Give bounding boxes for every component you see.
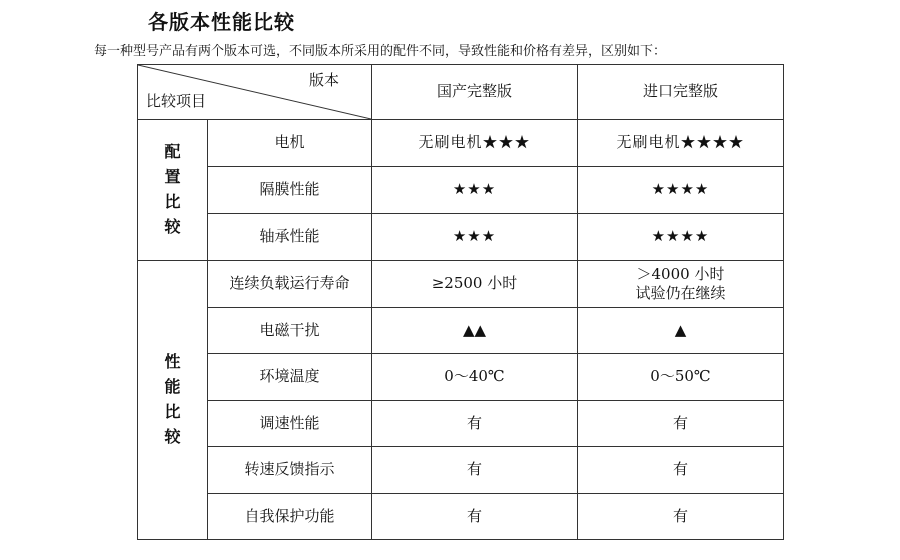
row-item-label: 轴承性能	[208, 214, 372, 261]
imported-value: ★★★★	[578, 214, 784, 261]
table-row	[138, 261, 784, 308]
comparison-table	[137, 64, 784, 540]
table-row	[138, 494, 784, 540]
table-header-row	[138, 65, 784, 120]
row-item-label: 隔膜性能	[208, 167, 372, 214]
imported-value: 有	[578, 401, 784, 447]
imported-value: ▲	[578, 308, 784, 354]
table-row	[138, 214, 784, 261]
row-item-label: 环境温度	[208, 354, 372, 401]
domestic-value: ▲▲	[372, 308, 578, 354]
row-item-label: 电机	[208, 120, 372, 167]
table-row	[138, 120, 784, 167]
row-item-label: 电磁干扰	[208, 308, 372, 354]
domestic-value: ≥2500 小时	[372, 261, 578, 308]
page-title: 各版本性能比较	[148, 10, 295, 34]
group-label-config: 配 置 比 较	[138, 120, 208, 261]
table-row	[138, 167, 784, 214]
domestic-value: 有	[372, 494, 578, 540]
row-item-label: 调速性能	[208, 401, 372, 447]
row-item-label: 自我保护功能	[208, 494, 372, 540]
imported-value	[578, 261, 784, 308]
domestic-value: ★★★	[372, 167, 578, 214]
corner-label-version: 版本	[308, 71, 339, 89]
corner-label-items: 比较项目	[146, 91, 207, 110]
imported-value-line1: ＞4000 小时	[636, 264, 725, 283]
domestic-value: ★★★	[372, 214, 578, 261]
domestic-value: 有	[372, 401, 578, 447]
group-label-performance: 性 能 比 较	[138, 261, 208, 540]
domestic-value: 无刷电机★★★	[372, 120, 578, 167]
intro-text: 每一种型号产品有两个版本可选，不同版本所采用的配件不同，导致性能和价格有差异，区别如下：	[94, 44, 667, 59]
column-header-imported: 进口完整版	[578, 65, 784, 120]
domestic-value: 有	[372, 447, 578, 494]
imported-value: 0～50℃	[578, 354, 784, 401]
row-item-label: 转速反馈指示	[208, 447, 372, 494]
imported-value: ★★★★	[578, 167, 784, 214]
column-header-domestic: 国产完整版	[372, 65, 578, 120]
imported-value: 有	[578, 494, 784, 540]
imported-value-line2: 试验仍在继续	[635, 284, 726, 302]
table-row	[138, 447, 784, 494]
imported-value: 无刷电机★★★★	[578, 120, 784, 167]
row-item-label: 连续负载运行寿命	[208, 261, 372, 308]
imported-value: 有	[578, 447, 784, 494]
table-row	[138, 308, 784, 354]
table-row	[138, 401, 784, 447]
table-row	[138, 354, 784, 401]
domestic-value: 0～40℃	[372, 354, 578, 401]
corner-header-cell	[138, 65, 372, 120]
